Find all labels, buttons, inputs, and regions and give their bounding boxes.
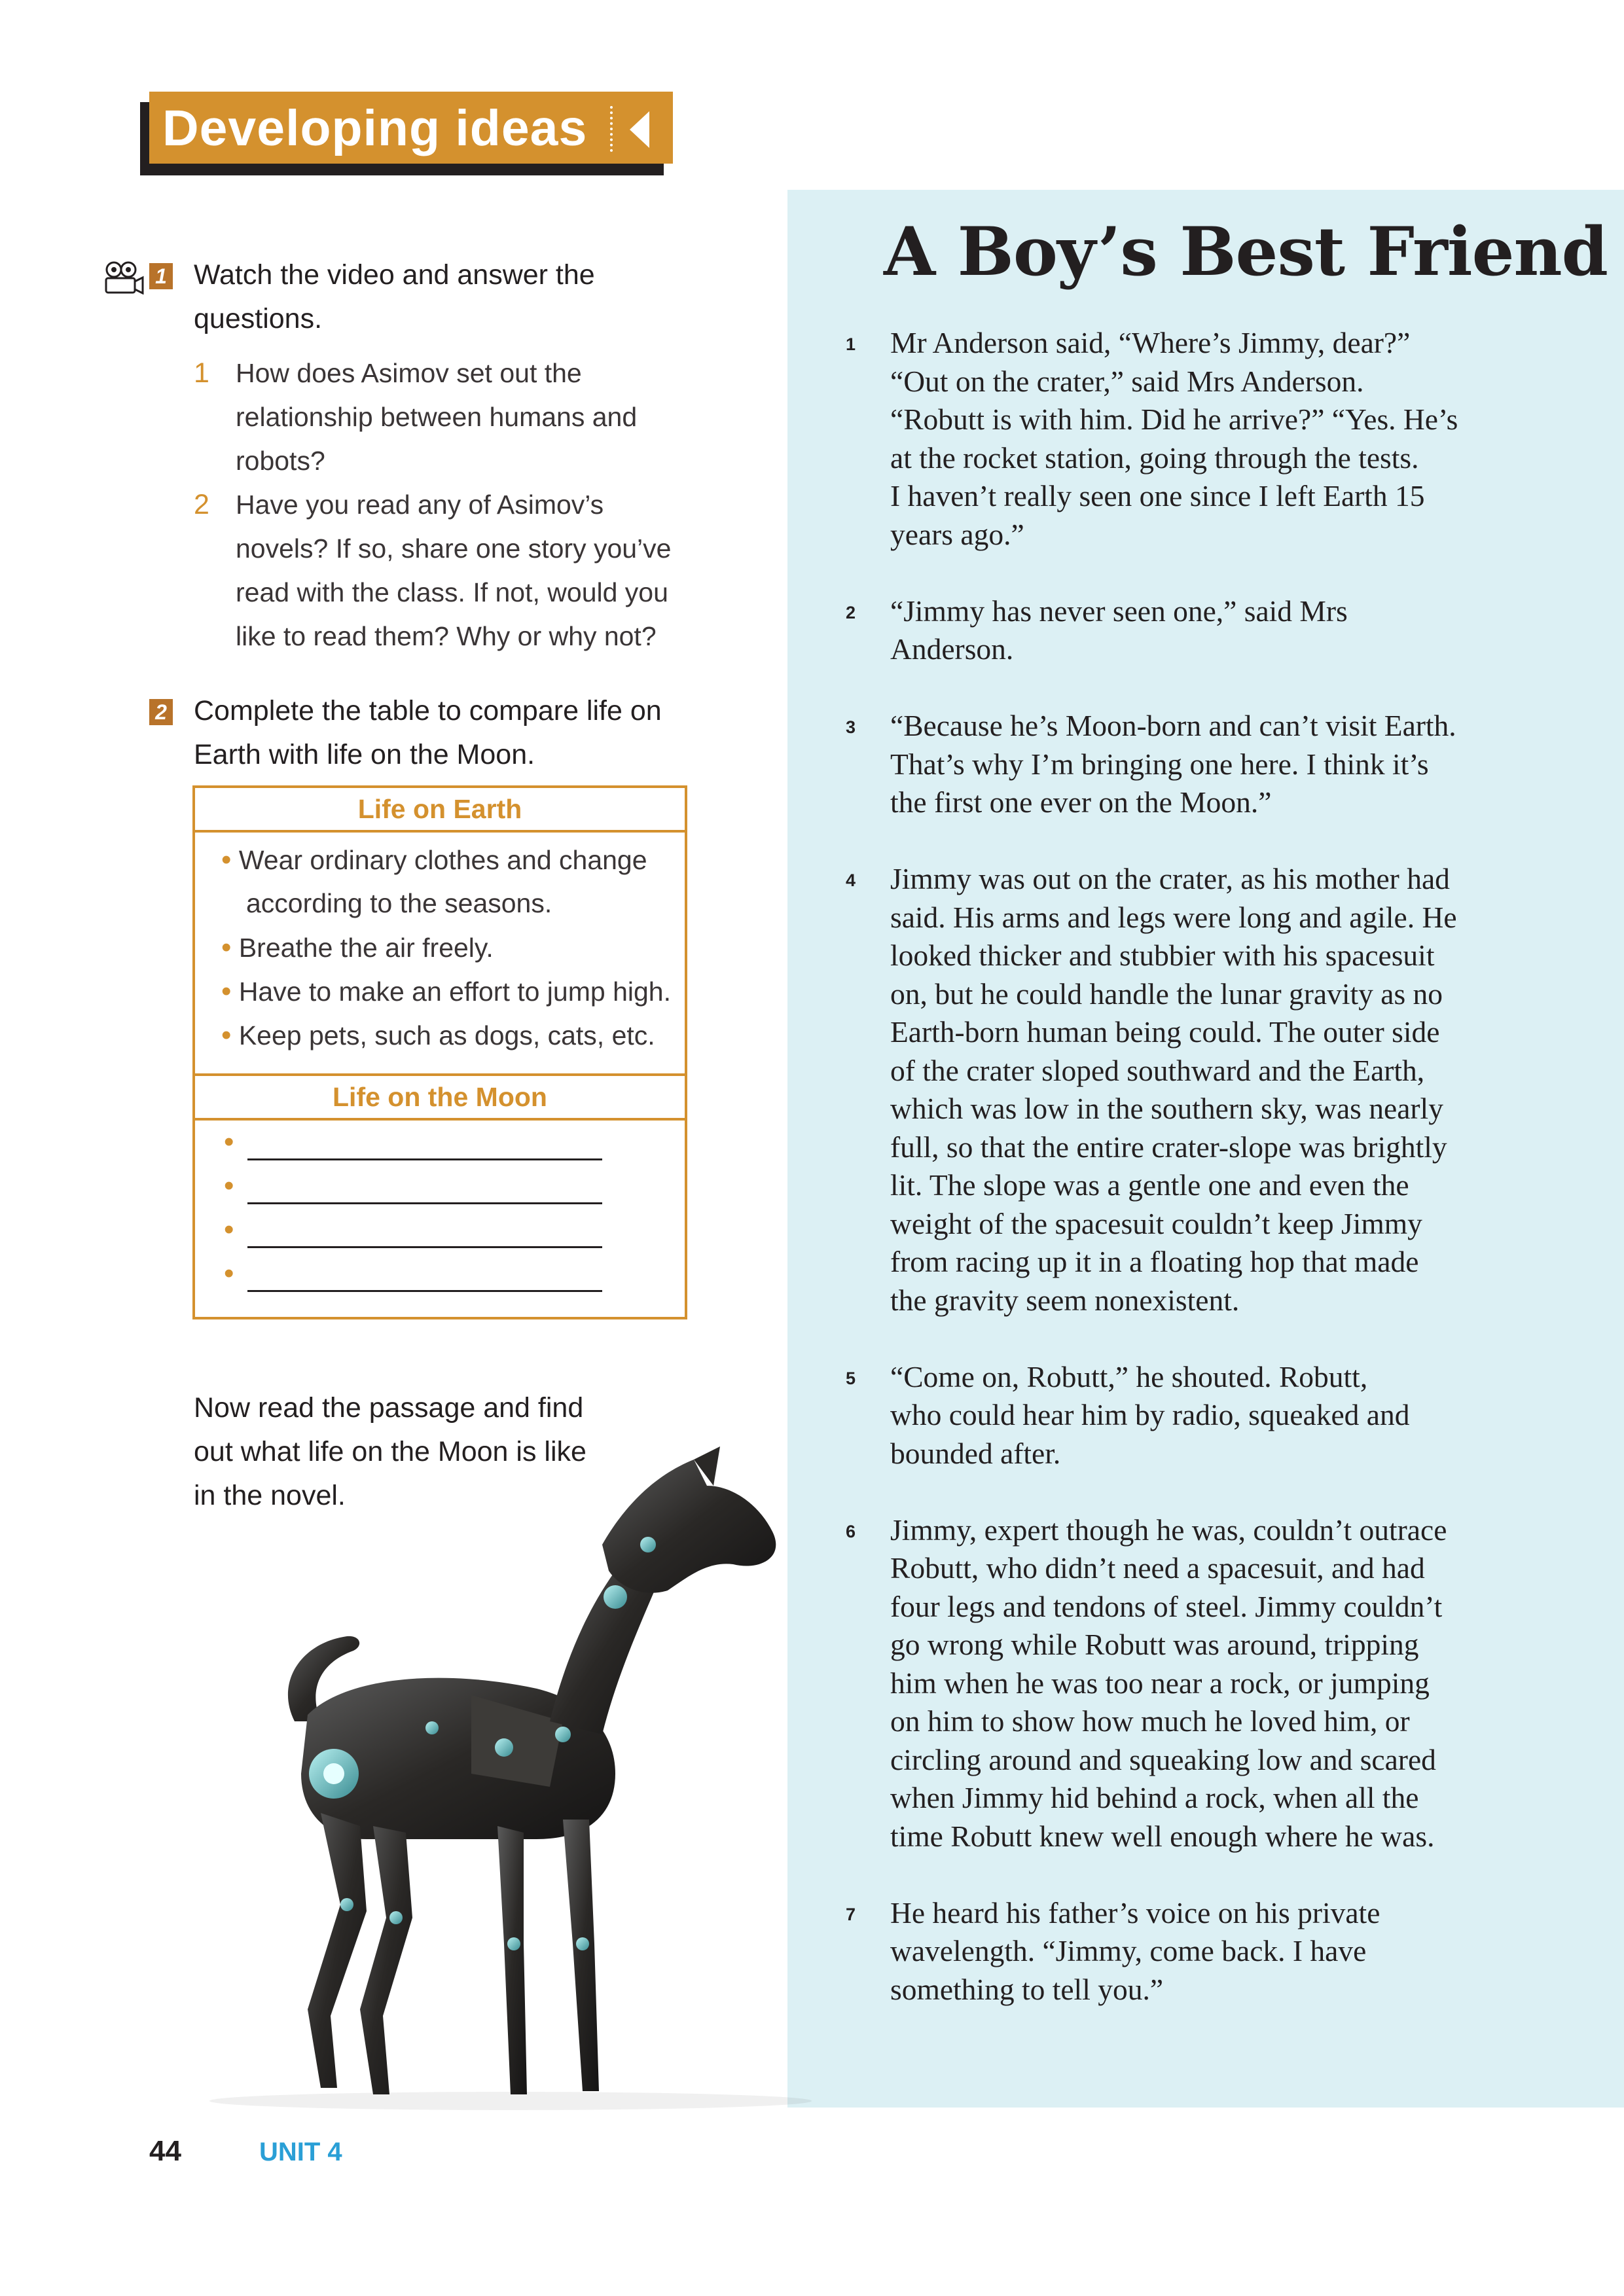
blank-bullet: • (224, 1213, 234, 1246)
paragraph-line: Mr Anderson said, “Where’s Jimmy, dear?” (890, 326, 1411, 359)
sub-question-number: 2 (194, 489, 209, 520)
answer-blank[interactable] (247, 1290, 602, 1292)
paragraph-line: “Because he’s Moon-born and can’t visit Earth. (890, 709, 1456, 742)
paragraph-line: looked thicker and stubbier with his spacesuit (890, 939, 1435, 972)
paragraph-line: Anderson. (890, 632, 1014, 666)
question-number-badge: 1 (149, 263, 173, 289)
table-header-moon: Life on the Moon (333, 1082, 547, 1112)
table-row: • Wear ordinary clothes and change (221, 844, 647, 876)
paragraph-line: time Robutt knew well enough where he was. (890, 1819, 1435, 1853)
paragraph-number: 5 (846, 1368, 856, 1388)
question-number-badge: 2 (149, 699, 173, 725)
paragraph-number: 4 (846, 870, 856, 890)
paragraph-line: from racing up it in a floating hop that made (890, 1245, 1419, 1278)
table-row-continued: according to the seasons. (246, 888, 552, 918)
paragraph-line: lit. The slope was a gentle one and even the (890, 1168, 1409, 1202)
banner-divider (610, 106, 613, 152)
story-paragraph (890, 1358, 1410, 1473)
sub-question-number: 1 (194, 357, 209, 389)
story-paragraph (890, 324, 1458, 554)
story-paragraph (890, 1511, 1447, 1856)
paragraph-line: circling around and squeaking low and scared (890, 1742, 1436, 1776)
question-2-prompt: Complete the table to compare life on Earth with life on the Moon. (194, 695, 662, 770)
back-arrow-icon[interactable] (630, 111, 649, 148)
reading-instruction: Now read the passage and find out what life on the Moon is like in the novel. (194, 1392, 586, 1511)
page-number: 44 (149, 2135, 181, 2167)
robot-dog-illustration (196, 1446, 825, 2114)
answer-blank[interactable] (247, 1158, 602, 1160)
paragraph-line: something to tell you.” (890, 1972, 1164, 2006)
paragraph-line: on him to show how much he loved him, or (890, 1704, 1410, 1738)
paragraph-line: Jimmy, expert though he was, couldn’t outrace (890, 1513, 1447, 1547)
story-paragraph (890, 860, 1457, 1319)
paragraph-line: He heard his father’s voice on his private (890, 1895, 1380, 1929)
table-row: • Breathe the air freely. (221, 931, 494, 963)
paragraph-line: who could hear him by radio, squeaked and (890, 1398, 1410, 1431)
section-title: Developing ideas (162, 100, 588, 156)
paragraph-line: Earth-born human being could. The outer side (890, 1015, 1440, 1049)
paragraph-line: which was low in the southern sky, was nearly (890, 1092, 1443, 1125)
answer-blank[interactable] (247, 1202, 602, 1204)
paragraph-line: four legs and tendons of steel. Jimmy couldn’t (890, 1589, 1443, 1623)
paragraph-line: “Come on, Robutt,” he shouted. Robutt, (890, 1359, 1368, 1393)
table-header-earth: Life on Earth (357, 794, 522, 824)
answer-blank[interactable] (247, 1246, 602, 1248)
paragraph-line: years ago.” (890, 517, 1024, 551)
comparison-table (192, 785, 687, 1319)
paragraph-number: 6 (846, 1521, 856, 1541)
story-paragraph (890, 592, 1348, 669)
paragraph-line: wavelength. “Jimmy, come back. I have (890, 1934, 1367, 1967)
paragraph-number: 1 (846, 334, 856, 354)
story-title: A Boy’s Best Friend (884, 213, 1608, 291)
paragraph-line: Jimmy was out on the crater, as his mother had (890, 862, 1450, 895)
paragraph-line: the first one ever on the Moon.” (890, 785, 1272, 819)
paragraph-number: 2 (846, 602, 856, 622)
table-divider (195, 830, 685, 833)
story-paragraph (890, 1894, 1380, 2009)
video-camera-icon (103, 260, 144, 295)
paragraph-line: full, so that the entire crater-slope was brightly (890, 1130, 1447, 1164)
blank-bullet: • (224, 1126, 234, 1158)
paragraph-line: him when he was too near a rock, or jumping (890, 1666, 1430, 1700)
paragraph-line: I haven’t really seen one since I left Earth 15 (890, 479, 1425, 512)
blank-bullet: • (224, 1170, 234, 1202)
story-paragraph (890, 707, 1456, 822)
paragraph-line: “Jimmy has never seen one,” said Mrs (890, 594, 1348, 628)
paragraph-line: on, but he could handle the lunar gravity as no (890, 977, 1443, 1011)
paragraph-line: of the crater sloped southward and the Earth, (890, 1053, 1425, 1087)
unit-label: UNIT 4 (259, 2138, 342, 2166)
paragraph-line: Robutt, who didn’t need a spacesuit, and had (890, 1551, 1425, 1585)
table-divider (195, 1118, 685, 1121)
paragraph-line: weight of the spacesuit couldn’t keep Jimmy (890, 1206, 1422, 1240)
paragraph-line: “Robutt is with him. Did he arrive?” “Yes. He’s (890, 403, 1458, 436)
paragraph-line: “Out on the crater,” said Mrs Anderson. (890, 364, 1364, 398)
question-1-prompt: Watch the video and answer the questions. (194, 259, 595, 334)
paragraph-line: when Jimmy hid behind a rock, when all the (890, 1781, 1419, 1814)
sub-question-1: How does Asimov set out the relationship between humans and robots? (236, 358, 638, 476)
table-row: • Have to make an effort to jump high. (221, 975, 671, 1007)
paragraph-line: bounded after. (890, 1436, 1061, 1470)
blank-bullet: • (224, 1257, 234, 1289)
paragraph-line: at the rocket station, going through the tests. (890, 440, 1419, 475)
paragraph-number: 3 (846, 717, 856, 737)
table-row: • Keep pets, such as dogs, cats, etc. (221, 1019, 655, 1051)
paragraph-line: said. His arms and legs were long and agile. He (890, 900, 1457, 934)
sub-question-2: Have you read any of Asimov’s novels? If so, share one story you’ve read with the class. If not, would you like to read them? Why or why not? (236, 490, 672, 651)
paragraph-line: the gravity seem nonexistent. (890, 1283, 1240, 1317)
paragraph-line: That’s why I’m bringing one here. I think it’s (890, 747, 1429, 781)
paragraph-line: go wrong while Robutt was around, tripping (890, 1628, 1419, 1661)
paragraph-number: 7 (846, 1904, 856, 1924)
